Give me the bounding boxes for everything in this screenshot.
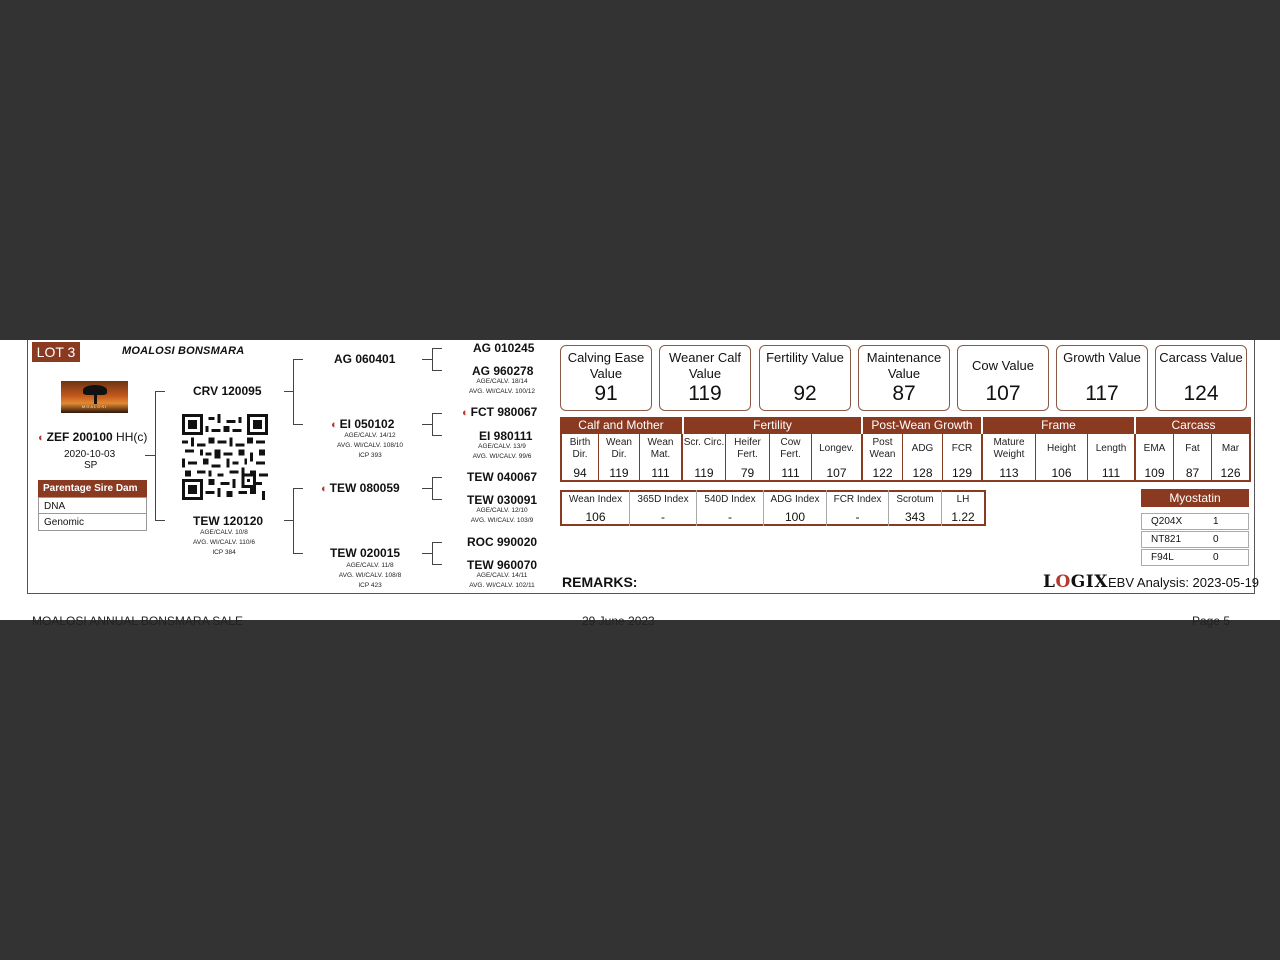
ebv-cell: Heifer Fert. 79 xyxy=(726,434,770,482)
index-cell: Scrotum 343 xyxy=(889,490,942,526)
analysis-date: EBV Analysis: 2023-05-19 xyxy=(1108,575,1260,590)
category-post-wean: Post-Wean Growth xyxy=(863,417,981,434)
connector xyxy=(155,391,156,520)
index-cell: FCR Index - xyxy=(827,490,889,526)
connector xyxy=(293,359,294,424)
value-box-calving-ease: Calving Ease Value 91 xyxy=(560,345,652,411)
ebv-cell: Fat 87 xyxy=(1174,434,1212,482)
index-cell: Wean Index 106 xyxy=(562,490,630,526)
dam-name: TEW 120120 xyxy=(193,514,264,528)
ebv-cell: Birth Dir. 94 xyxy=(562,434,599,482)
seal-icon: ◐ xyxy=(462,407,469,419)
ddd-info: AGE/CALV. 14/11 AVG. WI/CALV. 102/11 xyxy=(469,572,535,589)
footer-date: 29 June 2023 xyxy=(582,614,655,628)
ebv-cell: ADG 128 xyxy=(903,434,943,482)
connector xyxy=(293,359,303,360)
category-calf-mother: Calf and Mother xyxy=(560,417,682,434)
ebv-cell: Mar 126 xyxy=(1220,443,1241,480)
sds-name: ◐ FCT 980067 xyxy=(462,405,538,419)
animal-code: SP xyxy=(84,460,98,471)
dds-name: ROC 990020 xyxy=(467,535,538,549)
value-box-carcass: Carcass Value 124 xyxy=(1155,345,1247,411)
dsd-name: TEW 030091 xyxy=(467,493,538,507)
connector xyxy=(422,488,432,489)
parentage-row-dna: DNA xyxy=(38,497,147,514)
sire-dam-info: AGE/CALV. 14/12 AVG. WI/CALV. 108/10 ICP 393 xyxy=(337,432,403,459)
connector xyxy=(155,391,165,392)
connector xyxy=(293,488,294,554)
footer-page: Page 5 xyxy=(1192,614,1231,628)
connector xyxy=(293,424,303,425)
category-fertility: Fertility xyxy=(684,417,861,434)
dam-dam: TEW 020015 xyxy=(330,546,401,560)
tree-trunk xyxy=(94,394,97,404)
myostatin-row: Q204X 1 xyxy=(1141,513,1249,530)
dam-sire: ◐ TEW 080059 xyxy=(321,481,400,495)
connector xyxy=(432,348,433,370)
ebv-cell: Wean Mat. 111 xyxy=(640,434,683,482)
footer-left: MOALOSI ANNUAL BONSMARA SALE xyxy=(32,614,243,628)
connector xyxy=(422,424,432,425)
animal-suffix: HH(c) xyxy=(116,430,148,444)
parentage-table xyxy=(38,480,147,531)
dam-dam-info: AGE/CALV. 11/8 AVG. WI/CALV. 108/8 ICP 423 xyxy=(338,562,402,589)
myostatin-row: NT821 0 xyxy=(1141,531,1249,548)
logix-logo: LOGIX xyxy=(1043,572,1108,592)
dss-name: TEW 040067 xyxy=(467,470,538,484)
remarks-label: REMARKS: xyxy=(562,574,638,590)
connector xyxy=(293,553,303,554)
value-box-cow: Cow Value 107 xyxy=(957,345,1049,411)
sdd-name: EI 980111 xyxy=(479,429,533,443)
ebv-cell: Mature Weight 113 xyxy=(983,434,1036,482)
ebv-cell: Cow Fert. 111 xyxy=(770,434,812,482)
logo-text: MOALOSI xyxy=(81,404,108,409)
connector xyxy=(422,553,432,554)
sire-dam: ◐ EI 050102 xyxy=(331,417,395,431)
connector xyxy=(432,542,442,543)
connector xyxy=(432,435,442,436)
myostatin-row: F94L 0 xyxy=(1141,549,1249,566)
category-carcass: Carcass xyxy=(1136,417,1251,434)
animal-id: ◐ ZEF 200100 HH(c) xyxy=(38,430,148,444)
connector xyxy=(432,413,433,435)
ebv-cell: FCR 129 xyxy=(943,434,983,482)
dam-info: AGE/CALV. 10/8 AVG. WI/CALV. 110/6 ICP 384 xyxy=(193,529,255,556)
connector xyxy=(432,348,442,349)
seal-icon: ◐ xyxy=(38,432,45,444)
connector xyxy=(432,477,433,499)
connector xyxy=(432,564,442,565)
breeder-logo xyxy=(61,381,128,413)
lot-badge: LOT 3 xyxy=(32,342,80,362)
connector xyxy=(293,488,303,489)
value-box-growth: Growth Value 117 xyxy=(1056,345,1148,411)
ddd-name: TEW 960070 xyxy=(467,558,538,572)
seal-icon: ◐ xyxy=(331,419,338,431)
breed-title: MOALOSI BONSMARA xyxy=(122,345,245,357)
dsd-info: AGE/CALV. 12/10 AVG. WI/CALV. 103/9 xyxy=(470,507,534,524)
index-cell: 540D Index - xyxy=(697,490,764,526)
parentage-header: Parentage Sire Dam xyxy=(38,480,147,497)
connector xyxy=(422,359,432,360)
connector xyxy=(432,413,442,414)
animal-dob: 2020-10-03 xyxy=(64,449,116,460)
connector xyxy=(432,499,442,500)
myostatin-header: Myostatin xyxy=(1141,489,1249,507)
sss-name: AG 010245 xyxy=(473,341,535,355)
ebv-cell: Wean Dir. 119 xyxy=(599,434,640,482)
value-box-maintenance: Maintenance Value 87 xyxy=(858,345,950,411)
ebv-cell: EMA 109 xyxy=(1136,434,1174,482)
connector xyxy=(155,520,165,521)
ebv-cell: Scr. Circ. 119 xyxy=(683,434,726,482)
sdd-info: AGE/CALV. 13/9 AVG. WI/CALV. 99/6 xyxy=(472,443,532,460)
seal-icon: ◐ xyxy=(321,483,328,495)
index-cell: ADG Index 100 xyxy=(764,490,827,526)
ebv-cell: Post Wean 122 xyxy=(863,434,903,482)
ssd-info: AGE/CALV. 18/14 AVG. WI/CALV. 100/12 xyxy=(469,378,535,395)
ssd-name: AG 960278 xyxy=(472,364,534,378)
ebv-cell: Length 111 xyxy=(1088,434,1136,482)
parentage-row-genomic: Genomic xyxy=(38,514,147,531)
value-box-fertility: Fertility Value 92 xyxy=(759,345,851,411)
sire-sire: AG 060401 xyxy=(334,352,396,366)
connector xyxy=(432,477,442,478)
index-cell: LH 1.22 xyxy=(951,494,975,524)
index-cell: 365D Index - xyxy=(630,490,697,526)
category-frame: Frame xyxy=(983,417,1134,434)
connector xyxy=(432,370,442,371)
qr-code xyxy=(182,414,268,500)
sire-name: CRV 120095 xyxy=(193,384,262,398)
connector xyxy=(432,542,433,564)
value-box-weaner-calf: Weaner Calf Value 119 xyxy=(659,345,751,411)
ebv-cell: Height 106 xyxy=(1036,434,1088,482)
ebv-cell: Longev. 107 xyxy=(812,434,863,482)
